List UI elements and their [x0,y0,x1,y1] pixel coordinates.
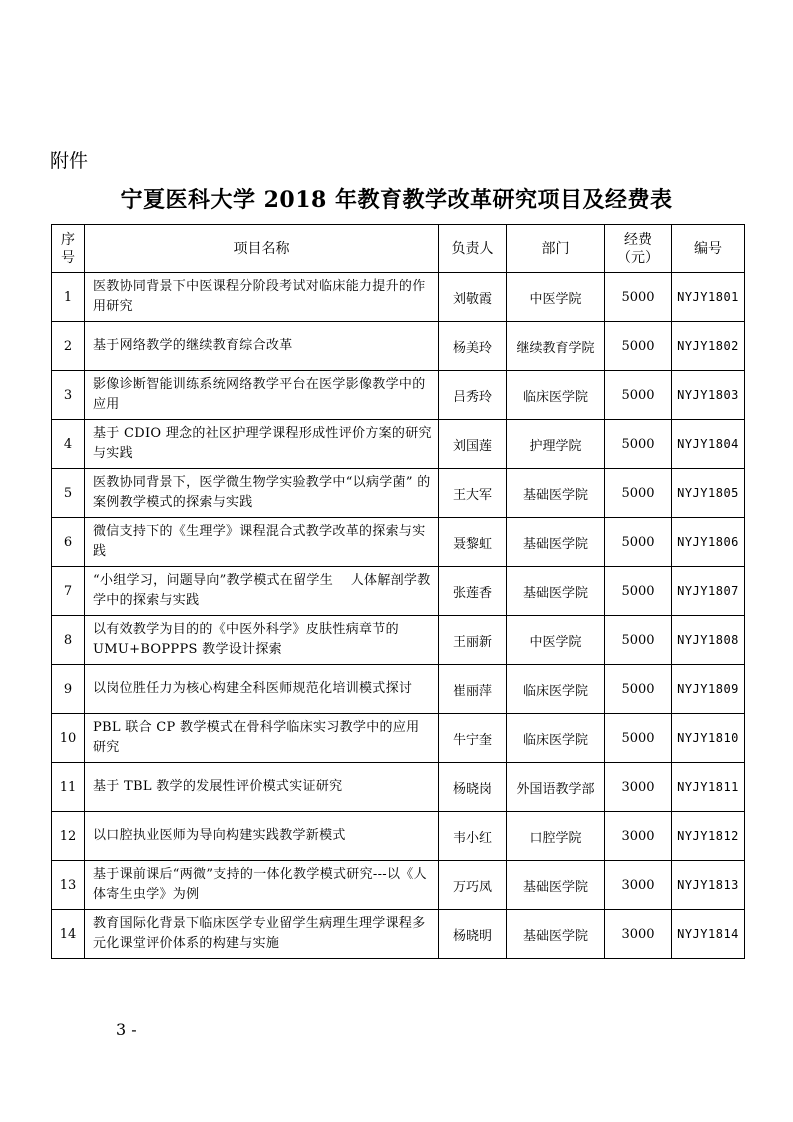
cell-index: 14 [52,910,85,959]
table-header-row [52,225,745,273]
cell-dept: 中医学院 [507,273,605,322]
table-row [52,273,745,322]
table-row [52,371,745,420]
cell-fee: 5000 [605,665,672,714]
cell-dept: 基础医学院 [507,910,605,959]
cell-dept: 基础医学院 [507,518,605,567]
cell-project-name: 基于 CDIO 理念的社区护理学课程形成性评价方案的研究与实践 [85,420,439,469]
cell-project-name: 影像诊断智能训练系统网络教学平台在医学影像教学中的应用 [85,371,439,420]
cell-code: NYJY1813 [672,861,745,910]
cell-dept: 临床医学院 [507,665,605,714]
table-row [52,567,745,616]
cell-dept: 口腔学院 [507,812,605,861]
cell-fee: 3000 [605,812,672,861]
cell-code: NYJY1812 [672,812,745,861]
table-row [52,910,745,959]
cell-leader: 王丽新 [439,616,507,665]
cell-fee: 5000 [605,322,672,371]
table-row [52,812,745,861]
header-leader: 负责人 [439,225,507,273]
cell-project-name: 医教协同背景下中医课程分阶段考试对临床能力提升的作用研究 [85,273,439,322]
cell-fee: 5000 [605,371,672,420]
cell-fee: 3000 [605,763,672,812]
cell-fee: 5000 [605,518,672,567]
cell-leader: 万巧凤 [439,861,507,910]
table-row [52,469,745,518]
cell-code: NYJY1806 [672,518,745,567]
cell-project-name: 微信支持下的《生理学》课程混合式教学改革的探索与实践 [85,518,439,567]
cell-leader: 杨晓明 [439,910,507,959]
header-dept: 部门 [507,225,605,273]
cell-dept: 外国语教学部 [507,763,605,812]
cell-index: 1 [52,273,85,322]
cell-project-name: 以口腔执业医师为导向构建实践教学新模式 [85,812,439,861]
cell-index: 6 [52,518,85,567]
cell-dept: 基础医学院 [507,567,605,616]
table-row [52,518,745,567]
cell-dept: 中医学院 [507,616,605,665]
cell-leader: 吕秀玲 [439,371,507,420]
cell-dept: 临床医学院 [507,371,605,420]
table-row [52,714,745,763]
document-title: 宁夏医科大学 2018 年教育教学改革研究项目及经费表 [120,187,673,213]
cell-dept: 临床医学院 [507,714,605,763]
cell-index: 12 [52,812,85,861]
cell-code: NYJY1808 [672,616,745,665]
cell-code: NYJY1801 [672,273,745,322]
cell-code: NYJY1805 [672,469,745,518]
cell-code: NYJY1811 [672,763,745,812]
project-table [51,224,745,959]
cell-fee: 5000 [605,567,672,616]
cell-dept: 护理学院 [507,420,605,469]
cell-leader: 杨晓岗 [439,763,507,812]
cell-fee: 5000 [605,714,672,763]
page-number: 3 - [116,1020,137,1039]
cell-project-name: 教育国际化背景下临床医学专业留学生病理生理学课程多元化课堂评价体系的构建与实施 [85,910,439,959]
table-row [52,420,745,469]
cell-leader: 刘国莲 [439,420,507,469]
cell-index: 10 [52,714,85,763]
attachment-label: 附件 [50,150,89,172]
cell-project-name: 医教协同背景下，医学微生物学实验教学中“以病学菌” 的案例教学模式的探索与实践 [85,469,439,518]
cell-project-name: 基于课前课后“两微”支持的一体化教学模式研究---以《人体寄生虫学》为例 [85,861,439,910]
table-row [52,861,745,910]
cell-index: 2 [52,322,85,371]
cell-project-name: 基于网络教学的继续教育综合改革 [85,322,439,371]
cell-leader: 杨美玲 [439,322,507,371]
cell-fee: 5000 [605,273,672,322]
cell-index: 13 [52,861,85,910]
cell-leader: 韦小红 [439,812,507,861]
table-row [52,616,745,665]
cell-leader: 王大军 [439,469,507,518]
cell-code: NYJY1804 [672,420,745,469]
table-row [52,322,745,371]
cell-dept: 基础医学院 [507,469,605,518]
cell-leader: 聂黎虹 [439,518,507,567]
cell-fee: 5000 [605,420,672,469]
header-name: 项目名称 [85,225,439,273]
cell-fee: 5000 [605,469,672,518]
cell-project-name: “小组学习，问题导向”教学模式在留学生 人体解剖学教学中的探索与实践 [85,567,439,616]
cell-leader: 崔丽萍 [439,665,507,714]
cell-index: 11 [52,763,85,812]
header-index: 序 号 [52,225,85,273]
cell-project-name: 以有效教学为目的的《中医外科学》皮肤性病章节的 UMU+BOPPPS 教学设计探索 [85,616,439,665]
cell-project-name: 基于 TBL 教学的发展性评价模式实证研究 [85,763,439,812]
header-code: 编号 [672,225,745,273]
cell-fee: 3000 [605,861,672,910]
cell-fee: 5000 [605,616,672,665]
cell-code: NYJY1814 [672,910,745,959]
cell-dept: 基础医学院 [507,861,605,910]
cell-index: 9 [52,665,85,714]
cell-index: 4 [52,420,85,469]
cell-leader: 刘敬霞 [439,273,507,322]
cell-code: NYJY1803 [672,371,745,420]
header-fee: 经费 （元） [605,225,672,273]
cell-index: 5 [52,469,85,518]
cell-index: 3 [52,371,85,420]
cell-fee: 3000 [605,910,672,959]
cell-index: 8 [52,616,85,665]
cell-code: NYJY1809 [672,665,745,714]
cell-code: NYJY1802 [672,322,745,371]
cell-dept: 继续教育学院 [507,322,605,371]
table-row [52,763,745,812]
cell-project-name: 以岗位胜任力为核心构建全科医师规范化培训模式探讨 [85,665,439,714]
cell-index: 7 [52,567,85,616]
cell-project-name: PBL 联合 CP 教学模式在骨科学临床实习教学中的应用研究 [85,714,439,763]
table-row [52,665,745,714]
cell-leader: 张莲香 [439,567,507,616]
cell-code: NYJY1810 [672,714,745,763]
cell-leader: 牛宁奎 [439,714,507,763]
cell-code: NYJY1807 [672,567,745,616]
